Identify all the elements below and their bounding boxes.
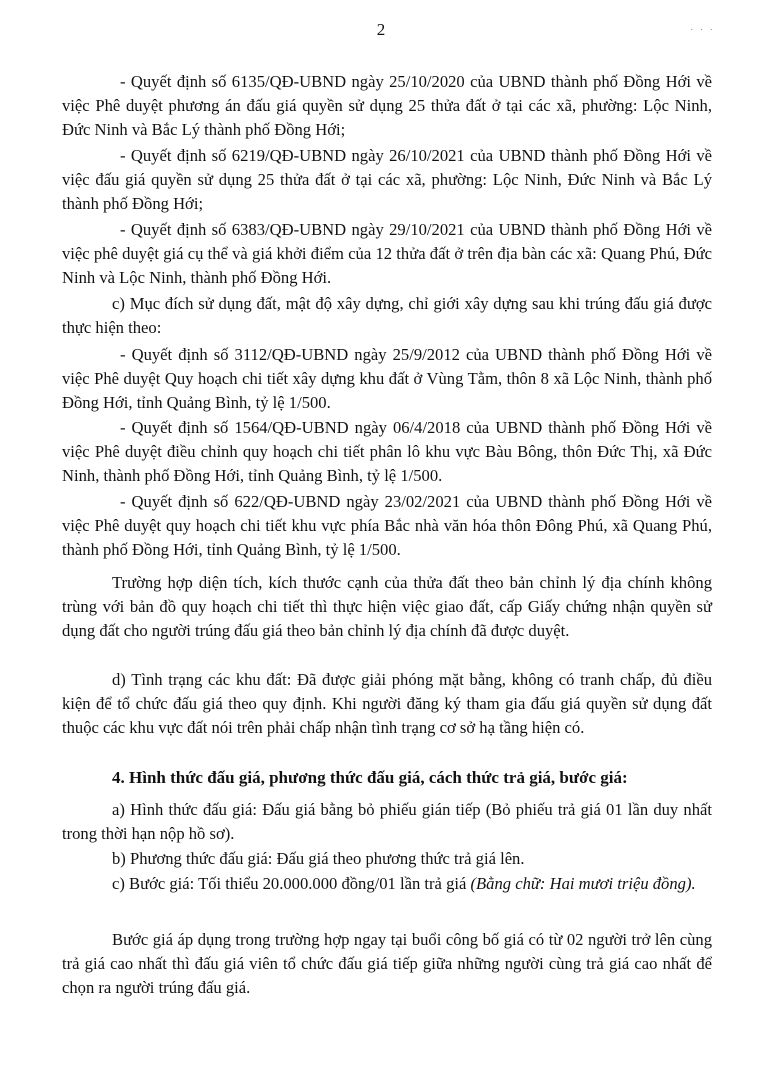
paragraph-land-status: d) Tình trạng các khu đất: Đã được giải phóng mặt bằng, không có tranh chấp, đủ điều kiện để tổ chức đấu giá theo quy định. Khi người đăng ký tham gia đấu giá quyền sử dụng đất thuộc các khu vực đất nói trên phải chấp nhận tình trạng cơ sở hạ tầng hiện có. <box>62 670 712 737</box>
paragraph-decision-6383: - Quyết định số 6383/QĐ-UBND ngày 29/10/2021 của UBND thành phố Đồng Hới về việc phê duyệt giá cụ thể và giá khởi điểm của 12 thửa đất ở trên địa bàn các xã: Quang Phú, Đức Ninh và Lộc Ninh, thành phố Đồng Hới. <box>62 220 712 287</box>
paragraph-decision-6219: - Quyết định số 6219/QĐ-UBND ngày 26/10/2021 của UBND thành phố Đồng Hới về việc đấu giá quyền sử dụng 25 thửa đất ở tại các xã, phường: Lộc Ninh, Đức Ninh và Bắc Lý thành phố Đồng Hới; <box>62 146 712 213</box>
paragraph-land-use-purpose: c) Mục đích sử dụng đất, mật độ xây dựng, chỉ giới xây dựng sau khi trúng đấu giá được thực hiện theo: <box>62 294 712 337</box>
paragraph-decision-1564: - Quyết định số 1564/QĐ-UBND ngày 06/4/2018 của UBND thành phố Đồng Hới về việc Phê duyệt điều chỉnh quy hoạch chi tiết phân lô khu vực Bàu Bông, thôn Đức Thị, xã Đức Ninh, thành phố Đồng Hới, tỉnh Quảng Bình, tỷ lệ 1/500. <box>62 418 712 485</box>
price-step-in-words: (Bằng chữ: Hai mươi triệu đồng). <box>470 874 696 893</box>
section-heading-4: 4. Hình thức đấu giá, phương thức đấu giá, cách thức trả giá, bước giá: <box>112 768 628 787</box>
paragraph-decision-622: - Quyết định số 622/QĐ-UBND ngày 23/02/2021 của UBND thành phố Đồng Hới về việc Phê duyệt quy hoạch chi tiết khu vực phía Bắc nhà văn hóa thôn Đông Phú, xã Quang Phú, thành phố Đồng Hới, tỉnh Quảng Bình, tỷ lệ 1/500. <box>62 492 712 559</box>
paragraph-price-step <box>62 872 712 896</box>
page-number: 2 <box>376 20 386 39</box>
paragraph-decision-3112: - Quyết định số 3112/QĐ-UBND ngày 25/9/2012 của UBND thành phố Đồng Hới về việc Phê duyệt Quy hoạch chi tiết xây dựng khu đất ở Vùng Tằm, thôn 8 xã Lộc Ninh, thành phố Đồng Hới, tỉnh Quảng Bình, tỷ lệ 1/500. <box>62 345 712 412</box>
paragraph-area-mismatch: Trường hợp diện tích, kích thước cạnh của thửa đất theo bản chỉnh lý địa chính không trùng với bản đồ quy hoạch chi tiết thì thực hiện việc giao đất, cấp Giấy chứng nhận quyền sử dụng đất cho người trúng đấu giá theo bản chỉnh lý địa chính đã được duyệt. <box>62 573 712 640</box>
paragraph-decision-6135: - Quyết định số 6135/QĐ-UBND ngày 25/10/2020 của UBND thành phố Đồng Hới về việc Phê duyệt phương án đấu giá quyền sử dụng 25 thửa đất ở tại các xã, phường: Lộc Ninh, Đức Ninh và Bắc Lý thành phố Đồng Hới; <box>62 72 712 139</box>
paragraph-price-step-application: Bước giá áp dụng trong trường hợp ngay tại buổi công bố giá có từ 02 người trở lên cùng trả giá cao nhất thì đấu giá viên tổ chức đấu giá tiếp giữa những người cùng trả giá cao nhất để chọn ra người trúng đấu giá. <box>62 930 712 997</box>
scan-noise: ˙ ˙ ˙ <box>690 28 715 39</box>
paragraph-auction-method: b) Phương thức đấu giá: Đấu giá theo phương thức trả giá lên. <box>112 849 525 868</box>
price-step-text: c) Bước giá: Tối thiểu 20.000.000 đồng/01 lần trả giá <box>112 874 471 893</box>
paragraph-auction-form: a) Hình thức đấu giá: Đấu giá bằng bỏ phiếu gián tiếp (Bỏ phiếu trả giá 01 lần duy nhất trong thời hạn nộp hồ sơ). <box>62 800 712 843</box>
